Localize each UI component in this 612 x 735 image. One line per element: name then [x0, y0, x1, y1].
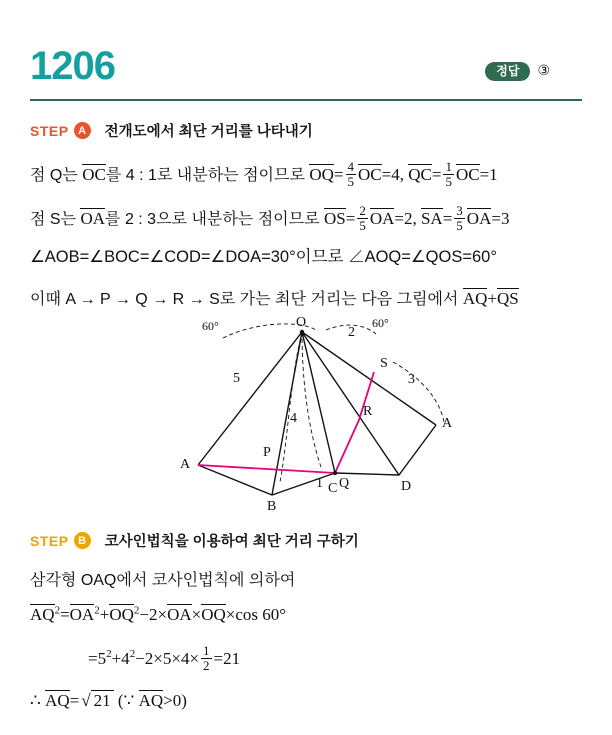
net-outline: [198, 332, 436, 495]
plus-4: +4: [111, 648, 130, 668]
equals: =: [345, 208, 356, 228]
equals: =: [69, 691, 80, 710]
label-D: D: [401, 479, 412, 494]
fraction-3-5: [454, 204, 465, 232]
segment-oq: OQ: [109, 605, 134, 624]
minus-term: −2×5×4×: [135, 648, 200, 668]
equals-value: =3: [491, 208, 510, 228]
text-fragment: 이때 A → P → Q → R → S로 가는 최단 거리는 다음 그림에서: [30, 291, 463, 308]
fraction-numerator: 3: [456, 203, 463, 218]
step-a-title: 전개도에서 최단 거리를 나타내기: [104, 124, 313, 140]
minus-term: −2×: [139, 605, 168, 624]
step-a-line-1: [30, 160, 498, 188]
segment-oc: OC: [455, 164, 480, 184]
label-4: 4: [290, 411, 297, 426]
step-b-title: 코사인법칙을 이용하여 최단 거리 구하기: [104, 534, 359, 550]
segment-oc: OC: [358, 164, 382, 184]
label-A-right: A: [442, 416, 453, 431]
step-b-label: STEP: [30, 532, 69, 549]
equals-value: =2,: [394, 208, 417, 228]
segment-aq: AQ: [45, 691, 70, 710]
label-B: B: [267, 499, 277, 514]
fraction-numerator: 1: [203, 643, 210, 658]
therefore: ∴: [30, 691, 46, 710]
fraction-numerator: 2: [359, 203, 366, 218]
step-a-label: STEP: [30, 122, 69, 139]
path-A-P-Q: [198, 465, 335, 473]
answer-area: [485, 62, 550, 81]
step-b-line-3: [88, 644, 240, 672]
because-open: (∵: [117, 691, 139, 710]
step-a-badge: A: [74, 122, 91, 139]
segment-aq: AQ: [138, 691, 164, 710]
fraction-denominator: 5: [347, 173, 355, 189]
fraction-denominator: 5: [359, 217, 366, 233]
fraction-2-5: [357, 204, 368, 232]
step-a-line-4: [30, 288, 519, 309]
exponent: 2: [106, 648, 112, 661]
label-5: 5: [233, 371, 240, 386]
segment-aq: AQ: [462, 289, 488, 308]
text-fragment: 점 Q는: [30, 166, 83, 184]
step-b-line-2: [30, 604, 286, 625]
fraction-denominator: 2: [203, 657, 210, 673]
label-C: C: [328, 481, 338, 496]
fraction-numerator: 4: [347, 159, 355, 174]
radical: √ 21: [79, 690, 113, 711]
segment-qc: QC: [408, 164, 432, 184]
equals: =: [333, 164, 344, 184]
segment-oa: OA: [167, 605, 192, 624]
step-b-badge: B: [74, 532, 91, 549]
step-b-line-1: 삼각형 OAQ에서 코사인법칙에 의하여: [30, 572, 296, 589]
segment-oa: OA: [80, 208, 106, 228]
header-divider: [30, 99, 582, 101]
label-A-left: A: [180, 457, 191, 472]
segment-sa: SA: [420, 208, 443, 228]
exponent: 2: [133, 604, 140, 617]
because-close: >0): [163, 691, 187, 710]
step-b-header: [30, 530, 359, 551]
equals: =: [431, 164, 442, 184]
edge-OA-left: [198, 332, 302, 465]
equals-5: =5: [88, 648, 107, 668]
times: ×: [191, 605, 202, 624]
segment-oq: OQ: [201, 605, 226, 624]
label-angle-left: 60°: [202, 319, 219, 333]
cos-term: ×cos 60°: [225, 605, 287, 624]
equals-value: =1: [479, 164, 498, 184]
equals: =: [60, 605, 70, 624]
vertex-O: [300, 330, 304, 334]
step-a-line-3: ∠AOB=∠BOC=∠COD=∠DOA=30°이므로 ∠AOQ=∠QOS=60°: [30, 248, 497, 266]
label-S: S: [380, 356, 388, 371]
result: =21: [213, 648, 241, 668]
dash-fold-1: [280, 332, 302, 482]
fraction-4-5: [346, 160, 357, 188]
fraction-denominator: 5: [445, 173, 452, 189]
fraction-numerator: 1: [445, 159, 452, 174]
text-fragment: 를 4 : 1로 내분하는 점이므로: [105, 166, 310, 184]
label-Q: Q: [339, 476, 350, 491]
page-title: 1206: [30, 44, 115, 88]
label-O: O: [296, 315, 307, 330]
label-R: R: [363, 404, 373, 419]
segment-oc: OC: [82, 164, 106, 184]
dash-fold-2: [302, 332, 322, 470]
exponent: 2: [94, 604, 100, 617]
net-diagram-svg: [150, 310, 510, 535]
plus: +: [487, 289, 497, 308]
label-angle-right: 60°: [372, 316, 389, 330]
segment-oa: OA: [369, 208, 395, 228]
radicand: 21: [91, 690, 114, 711]
step-b-line-4: [30, 690, 187, 711]
label-2: 2: [348, 325, 355, 340]
text-fragment: 점 S는: [30, 210, 81, 228]
step-a-header: [30, 120, 313, 141]
path-Q-R-S: [335, 372, 374, 473]
segment-os: OS: [323, 208, 346, 228]
fraction-denominator: 5: [456, 217, 463, 233]
segment-oa: OA: [69, 605, 95, 624]
plus: +: [99, 605, 110, 624]
segment-oa: OA: [466, 208, 492, 228]
exponent: 2: [54, 604, 61, 617]
net-diagram: [150, 310, 510, 535]
segment-aq: AQ: [30, 605, 55, 624]
label-P: P: [263, 445, 271, 460]
segment-qs: QS: [496, 289, 519, 308]
fraction-1-2: [201, 644, 212, 672]
exponent: 2: [129, 648, 136, 661]
vertex-Q: [333, 471, 337, 475]
answer-badge: 정답: [485, 62, 530, 81]
equals: =: [442, 208, 453, 228]
figure-labels: [180, 315, 453, 514]
text-fragment: 를 2 : 3으로 내분하는 점이므로: [105, 210, 324, 228]
fraction-1-5: [443, 160, 454, 188]
label-3: 3: [408, 372, 415, 387]
answer-value: ③: [537, 64, 550, 79]
label-1: 1: [316, 476, 323, 491]
step-a-line-2: [30, 204, 509, 232]
equals-value: =4,: [381, 164, 404, 184]
segment-oq: OQ: [309, 164, 334, 184]
